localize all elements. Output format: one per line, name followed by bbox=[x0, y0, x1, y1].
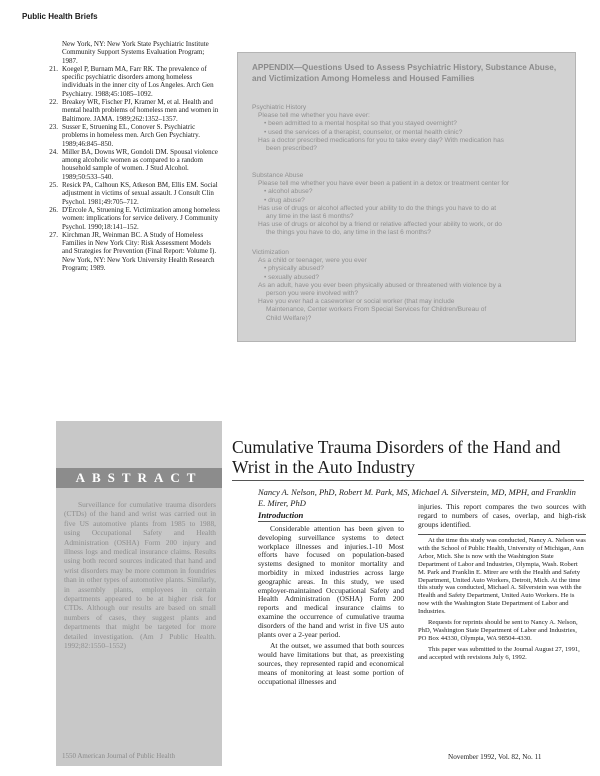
body-column-2 bbox=[418, 503, 586, 529]
abstract-panel bbox=[56, 421, 222, 766]
body-paragraph: Considerable attention has been given to developing surveillance systems to detect workplace illnesses and injuries.1-10 Most efforts have focused on population-based systems designed to monitor mortality and morbidity in mixed industries across large geographic areas. In this study, we used employer-maintained Occupational Safety and Health Administration (OSHA) Form 200 reports and medical insurance claims to examine the occurrence of cumulative trauma disorders of the hand and wrist in five US auto plants over a 2-year period. bbox=[258, 524, 404, 639]
appendix-question: Child Welfare)? bbox=[266, 314, 312, 322]
references-list bbox=[44, 40, 220, 272]
article-title: Cumulative Trauma Disorders of the Hand and Wrist in the Auto Industry bbox=[232, 437, 561, 477]
reference-text: Breakey WR, Fischer PJ, Kramer M, et al. Health and mental health problems of homeless men and women in Baltimore. JAMA. 1989;262:1352–1357. bbox=[62, 98, 219, 123]
reference-item bbox=[44, 148, 220, 181]
appendix-question: the things you have to do, any time in the last 6 months? bbox=[266, 229, 431, 237]
appendix-subheading: Substance Abuse bbox=[252, 172, 304, 179]
appendix-question: Please tell me whether you have ever: bbox=[258, 112, 370, 120]
reference-item bbox=[44, 98, 220, 123]
introduction-rule bbox=[258, 521, 404, 522]
abstract-text: Surveillance for cumulative trauma disorders (CTDs) of the hand and wrist was carried out in five US automotive plants from 1985 to 1988, using Occupational Safety and Health Administration (OSHA) Form 200 injury and illness logs and medical insurance claims. Results using both record sources indicated that hand and wrist disorders may be more common in foundries than in other types of automotive plants. Similarly, in assembly plants, employees in certain departments appeared to be at higher risk for CTDs. Although our results are based on small numbers of cases, they suggest plants and departments that might be targeted for more detailed investigation. (Am J Public Health. 1992;82:1550–1552) bbox=[64, 500, 216, 651]
reference-item bbox=[44, 231, 220, 272]
reference-text: D'Ercole A, Struening E. Victimization among homeless women: implications for service delivery. J Community Psychol. 1990;18:141–152. bbox=[62, 205, 220, 231]
title-rule bbox=[232, 480, 584, 481]
reference-item bbox=[44, 40, 220, 65]
appendix-section-substance bbox=[252, 172, 570, 238]
appendix-section-psychiatric bbox=[252, 104, 570, 153]
appendix-title: APPENDIX—Questions Used to Assess Psychiatric History, Substance Abuse, and Victimization Among Homeless and Housed Families bbox=[252, 63, 557, 83]
reference-text: New York, NY: New York State Psychiatric Institute Community Support Systems Evaluation Program; 1987. bbox=[62, 40, 209, 65]
appendix-question: As an adult, have you ever been physically abused or threatened with violence by a bbox=[258, 281, 502, 289]
section-heading-introduction: Introduction bbox=[258, 510, 304, 520]
reference-number: 24. bbox=[49, 147, 58, 156]
page-footer-right: November 1992, Vol. 82, No. 11 bbox=[448, 753, 542, 761]
appendix-question: Has a doctor prescribed medications for you to take every day? With medication has bbox=[258, 136, 504, 144]
reference-number: 22. bbox=[49, 98, 58, 107]
appendix-bullet: • drug abuse? bbox=[264, 196, 305, 204]
body-column-1 bbox=[258, 525, 404, 689]
footnote-rule bbox=[418, 534, 586, 535]
article-authors: Nancy A. Nelson, PhD, Robert M. Park, MS, Michael A. Silverstein, MD, MPH, and Franklin E. Mirer, PhD bbox=[258, 487, 576, 508]
appendix-section-victimization bbox=[252, 249, 570, 323]
reference-number: 23. bbox=[49, 122, 58, 131]
running-header: Public Health Briefs bbox=[22, 12, 98, 21]
footnote-reprints: Requests for reprints should be sent to Nancy A. Nelson, PhD, Washington State Department of Labor and Industries, PO Box 44330, Olympia, WA 98504-4330. bbox=[418, 619, 578, 642]
appendix-bullet: • used the services of a therapist, counselor, or mental health clinic? bbox=[264, 128, 463, 136]
reference-item bbox=[44, 65, 220, 98]
footnote-affiliations: At the time this study was conducted, Nancy A. Nelson was with the School of Public Health, University of Michigan, Ann Arbor, Mich. She is now with the Washington State Department of Labor and Industries, Olympia, Wash. Robert M. Park and Franklin E. Mirer are with the Health and Safety Department, United Auto Workers, Detroit, Mich. At the time this study was conducted, Michael A. Silverstein was with the Health and Safety Department, United Auto Workers. He is now with the Washington State Department of Labor and Industries. bbox=[418, 537, 586, 616]
appendix-question: As a child or teenager, were you ever bbox=[258, 257, 367, 265]
appendix-subheading: Psychiatric History bbox=[252, 104, 307, 111]
reference-item bbox=[44, 123, 220, 148]
body-paragraph: injuries. This report compares the two sources with regard to numbers of cases, overlap, and high-risk groups identified. bbox=[418, 502, 586, 529]
reference-text: Kirchman JR, Weinman BC. A Study of Homeless Families in New York City: Risk Assessment Models and Strategies for Prevention (Final Report: Volume I). New York, NY: New York University Health Research Program; 1989. bbox=[62, 230, 217, 273]
reference-item bbox=[44, 181, 220, 206]
appendix-question: Has use of drugs or alcohol affected your ability to do the things you have to do at bbox=[258, 204, 497, 212]
appendix-question: any time in the last 6 months? bbox=[266, 213, 354, 221]
page-footer-left: 1550 American Journal of Public Health bbox=[62, 752, 175, 760]
reference-text: Susser E, Struening EL, Conover S. Psychiatric problems in homeless men. Arch Gen Psychiatry. 1989;46:845–850. bbox=[62, 122, 200, 148]
reference-text: Koegel P, Burnam MA, Farr RK. The prevalence of specific psychiatric disorders among homeless individuals in the inner city of Los Angeles. Arch Gen Psychiatry. 1988;45:1085–1092. bbox=[62, 64, 214, 98]
appendix-bullet: • physically abused? bbox=[264, 265, 324, 273]
body-paragraph: At the outset, we assumed that both sources would have limitations but that, as preexisting sources, they represented rapid and economical means of monitoring at least some portion of occupational illnesses and bbox=[258, 641, 404, 686]
reference-number: 26. bbox=[49, 205, 58, 214]
reference-number: 25. bbox=[49, 181, 58, 190]
reference-number: 21. bbox=[49, 64, 58, 73]
appendix-bullet: • sexually abused? bbox=[264, 273, 320, 281]
appendix-question: person you were involved with? bbox=[266, 290, 358, 298]
appendix-question: Have you ever had a caseworker or social worker (that may include bbox=[258, 298, 455, 306]
footnote-submission: This paper was submitted to the Journal August 27, 1991, and accepted with revisions July 6, 1992. bbox=[418, 645, 580, 661]
reference-item bbox=[44, 206, 220, 231]
reference-text: Miller BA, Downs WR, Gondoli DM. Spousal violence among alcoholic women as compared to a random household sample of women. J Stud Alcohol. 1989;50:533–540. bbox=[62, 147, 218, 181]
reference-number: 27. bbox=[49, 230, 58, 239]
appendix-box bbox=[237, 52, 576, 342]
appendix-subheading: Victimization bbox=[252, 249, 289, 256]
appendix-bullet: • alcohol abuse? bbox=[264, 188, 313, 196]
appendix-question: been prescribed? bbox=[266, 145, 317, 153]
appendix-question: Please tell me whether you have ever been a patient in a detox or treatment center for bbox=[258, 180, 510, 188]
author-footnotes bbox=[418, 537, 586, 665]
abstract-heading: ABSTRACT bbox=[56, 468, 222, 488]
appendix-question: Maintenance, Center workers From Special Services for Children/Bureau of bbox=[266, 306, 487, 314]
reference-text: Resick PA, Calhoun KS, Atkeson BM, Ellis EM. Social adjustment in victims of sexual assault. J Consult Clin Psychol. 1981;49:705–712. bbox=[62, 181, 218, 206]
appendix-bullet: • been admitted to a mental hospital so that you stayed overnight? bbox=[264, 120, 457, 128]
appendix-question: Has use of drugs or alcohol by a friend or relative affected your ability to work, or do bbox=[258, 221, 502, 229]
